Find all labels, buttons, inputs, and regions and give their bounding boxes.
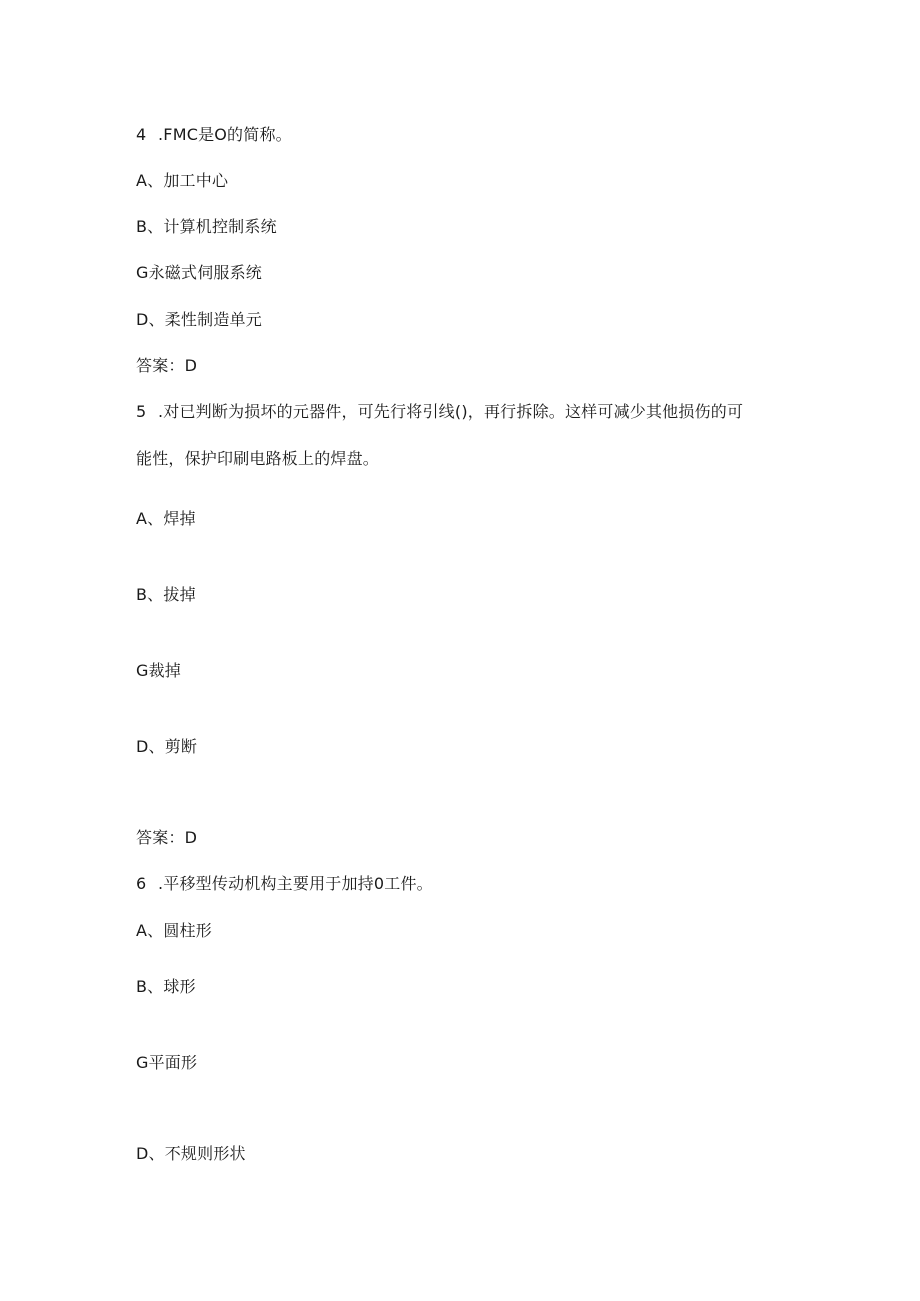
question-5-option-c: G裁掉 [136, 661, 181, 680]
question-text: .对已判断为损坏的元器件，可先行将引线()，再行拆除。这样可减少其他损伤的可 [158, 402, 744, 421]
question-5-option-b: B、拔掉 [136, 585, 196, 604]
question-6-stem [136, 873, 433, 895]
question-text: .平移型传动机构主要用于加持0工件。 [158, 874, 433, 893]
question-5-option-d: D、剪断 [136, 737, 198, 756]
question-6-option-c: G平面形 [136, 1053, 198, 1072]
question-5-option-a: A、焊掉 [136, 509, 196, 528]
question-4-option-c: G永磁式伺服系统 [136, 263, 262, 282]
question-4-option-d: D、柔性制造单元 [136, 310, 262, 329]
question-number: 4 [136, 125, 147, 144]
question-6-option-d: D、不规则形状 [136, 1144, 246, 1163]
question-5-stem-continued: 能性，保护印刷电路板上的焊盘。 [136, 449, 380, 468]
question-4-answer: 答案：D [136, 356, 198, 375]
question-6-option-b: B、球形 [136, 977, 196, 996]
question-5-stem [136, 401, 743, 423]
question-6-option-a: A、圆柱形 [136, 921, 212, 940]
question-4-stem [136, 124, 292, 146]
question-text: .FMC是O的简称。 [158, 125, 292, 144]
question-number: 5 [136, 402, 147, 421]
question-4-option-b: B、计算机控制系统 [136, 217, 277, 236]
question-4-option-a: A、加工中心 [136, 171, 229, 190]
question-5-answer: 答案：D [136, 828, 198, 847]
question-number: 6 [136, 874, 147, 893]
